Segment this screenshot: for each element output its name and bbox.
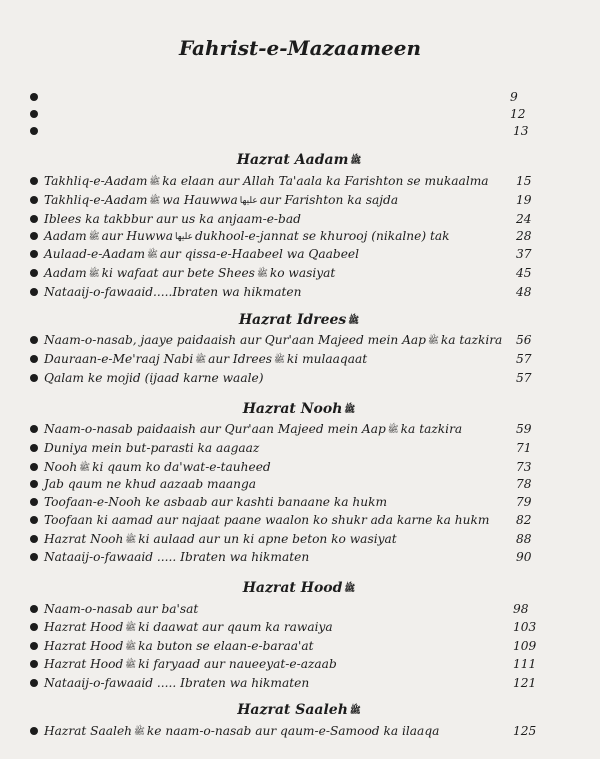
bullet-icon	[30, 463, 38, 471]
page-number: 56	[516, 333, 532, 347]
page-number: 45	[516, 266, 532, 280]
entry-text: ki aulaad aur un ki apne beton ko wasiyat	[138, 532, 397, 546]
page-number: 98	[513, 602, 529, 616]
entry-text: ko wasiyat	[269, 266, 336, 280]
bullet-icon	[30, 623, 38, 631]
entry-title	[44, 369, 263, 387]
bullet-icon	[30, 196, 38, 204]
entry-text: dukhool-e-jannat se khurooj (nikalne) tak	[194, 229, 450, 243]
section-heading	[0, 700, 600, 720]
toc-entry[interactable]	[30, 458, 565, 476]
entry-text: Hazrat Hood	[44, 639, 124, 653]
page-number: 15	[516, 174, 532, 188]
section-heading-text: Hazrat Idrees	[238, 312, 347, 328]
toc-entry[interactable]	[30, 637, 565, 655]
entry-title	[44, 172, 489, 191]
honorific-mark: ﷺ	[79, 463, 91, 473]
section-heading-text: Hazrat Hood	[242, 580, 343, 596]
entry-title	[44, 283, 301, 301]
toc-entry[interactable]	[30, 283, 565, 301]
section-heading-text: Hazrat Aadam	[236, 152, 349, 168]
entry-text: aur Idrees	[208, 352, 273, 366]
toc-entry[interactable]	[30, 618, 565, 636]
bullet-icon	[30, 553, 38, 561]
honorific-mark: ﷺ	[134, 727, 145, 737]
entry-text: Hazrat Saaleh	[44, 724, 133, 738]
toc-entry[interactable]	[30, 245, 565, 263]
toc-entry[interactable]	[30, 122, 565, 140]
entry-text: aur qissa-e-Haabeel wa Qaabeel	[159, 247, 360, 261]
bullet-icon	[30, 642, 38, 650]
entry-text: Aadam	[44, 266, 87, 280]
page-number: 57	[516, 371, 532, 385]
entry-text: ki wafaat aur bete Shees	[101, 266, 255, 280]
bullet-icon	[30, 727, 38, 735]
bullet-icon	[30, 374, 38, 382]
page-number: 59	[516, 422, 532, 436]
entry-text: Aulaad-e-Aadam	[44, 247, 146, 261]
bullet-icon	[30, 250, 38, 258]
entry-title	[44, 475, 256, 493]
entry-text: ka elaan aur Allah Ta'aala ka Farishton se mukaalma	[162, 174, 489, 188]
entry-title	[44, 350, 367, 369]
bullet-icon	[30, 444, 38, 452]
entry-text: Hazrat Hood	[44, 657, 124, 671]
honorific-mark: ﷺ	[125, 660, 137, 670]
toc-entry[interactable]	[30, 191, 565, 209]
entry-text: Toofaan ki aamad aur najaat paane waalon ko shukr ada karne ka hukm	[44, 513, 490, 527]
section-heading	[0, 310, 600, 330]
entry-title	[44, 493, 387, 511]
page-number: 73	[516, 460, 532, 474]
honorific-mark: ﷺ	[125, 623, 137, 633]
page-title: Fahrist-e-Mazaameen	[178, 36, 422, 60]
honorific-mark: ﷺ	[350, 156, 362, 166]
entry-text: ki daawat aur qaum ka rawaiya	[138, 620, 333, 634]
honorific-mark: ﷺ	[344, 405, 356, 415]
page-number: 57	[516, 352, 532, 366]
entry-text: aur Huwwa	[101, 229, 174, 243]
bullet-icon	[30, 110, 38, 118]
bullet-icon	[30, 425, 38, 433]
toc-entry[interactable]	[30, 548, 565, 566]
toc-entry[interactable]	[30, 227, 565, 245]
entry-title	[44, 637, 314, 656]
section-heading	[0, 578, 600, 598]
toc-entry[interactable]	[30, 172, 565, 190]
page-number: 121	[513, 676, 537, 690]
toc-entry[interactable]	[30, 420, 565, 438]
toc-entry[interactable]	[30, 493, 565, 511]
honorific-mark: ﷺ	[274, 355, 285, 365]
entry-title	[44, 618, 333, 637]
entry-text: Toofaan-e-Nooh ke asbaab aur kashti banaane ka hukm	[44, 495, 388, 509]
toc-entry[interactable]	[30, 475, 565, 493]
entry-text: ki mulaaqaat	[286, 352, 368, 366]
page-number: 90	[516, 550, 532, 564]
toc-entry[interactable]	[30, 369, 565, 387]
bullet-icon	[30, 355, 38, 363]
entry-text: Iblees ka takbbur aur us ka anjaam-e-bad	[44, 212, 301, 226]
page-number: 103	[513, 620, 537, 634]
honorific-mark: عليها	[239, 196, 258, 206]
entry-title	[44, 655, 337, 674]
toc-entry[interactable]	[30, 530, 565, 548]
entry-title	[44, 439, 259, 457]
toc-entry[interactable]	[30, 511, 565, 529]
entry-text: ke naam-o-nasab aur qaum-e-Samood ka ilaaqa	[146, 724, 440, 738]
page-number: 125	[513, 724, 537, 738]
toc-entry[interactable]	[30, 655, 565, 673]
page-number: 48	[516, 285, 532, 299]
honorific-mark: ﷺ	[344, 584, 356, 594]
entry-text: ki faryaad aur naueeyat-e-azaab	[138, 657, 337, 671]
entry-title	[44, 227, 450, 246]
toc-entry[interactable]	[30, 600, 565, 618]
entry-title	[44, 548, 309, 566]
entry-text: Nataaij-o-fawaaid ..... Ibraten wa hikmaten	[44, 550, 310, 564]
honorific-mark: ﷺ	[125, 642, 137, 652]
honorific-mark: ﷺ	[88, 269, 100, 279]
entry-text: Qalam ke mojid (ijaad karne waale)	[44, 371, 264, 385]
entry-text: Nataaij-o-fawaaid.....Ibraten wa hikmaten	[44, 285, 302, 299]
toc-entry[interactable]	[30, 722, 565, 740]
bullet-icon	[30, 498, 38, 506]
entry-text: Jab qaum ne khud aazaab maanga	[44, 477, 257, 491]
honorific-mark: ﷺ	[349, 706, 361, 716]
bullet-icon	[30, 605, 38, 613]
toc-entry[interactable]	[30, 350, 565, 368]
entry-text: ka buton se elaan-e-baraa'at	[138, 639, 314, 653]
page-number: 9	[510, 90, 518, 104]
entry-text: Takhliq-e-Aadam	[44, 174, 148, 188]
entry-title	[44, 420, 462, 439]
page-number: 28	[516, 229, 532, 243]
honorific-mark: ﷺ	[256, 269, 268, 279]
page-number: 37	[516, 247, 532, 261]
bullet-icon	[30, 336, 38, 344]
entry-text: Dauraan-e-Me'raaj Nabi	[44, 352, 194, 366]
section-heading	[0, 399, 600, 419]
page-number: 109	[513, 639, 537, 653]
honorific-mark: ﷺ	[125, 535, 137, 545]
entry-text: Naam-o-nasab aur ba'sat	[44, 602, 199, 616]
entry-title	[44, 264, 335, 283]
bullet-icon	[30, 269, 38, 277]
honorific-mark: ﷺ	[88, 232, 100, 242]
entry-text: Nooh	[44, 460, 78, 474]
bullet-icon	[30, 679, 38, 687]
entry-title	[44, 191, 398, 210]
page-number: 24	[516, 212, 532, 226]
bullet-icon	[30, 177, 38, 185]
page-number: 19	[516, 193, 532, 207]
honorific-mark: ﷺ	[348, 316, 360, 326]
entry-title	[44, 600, 198, 618]
entry-title	[44, 210, 301, 228]
entry-text: Aadam	[44, 229, 87, 243]
bullet-icon	[30, 215, 38, 223]
page-number: 88	[516, 532, 532, 546]
entry-text: Naam-o-nasab paidaaish aur Qur'aan Majeed mein Aap	[44, 422, 386, 436]
bullet-icon	[30, 535, 38, 543]
section-heading-text: Hazrat Saaleh	[237, 702, 348, 718]
entry-text: Hazrat Nooh	[44, 532, 124, 546]
entry-title	[44, 674, 309, 692]
honorific-mark: ﷺ	[387, 425, 399, 435]
section-heading-text: Hazrat Nooh	[242, 401, 343, 417]
honorific-mark: ﷺ	[149, 196, 161, 206]
section-heading	[0, 150, 600, 170]
bullet-icon	[30, 516, 38, 524]
bullet-icon	[30, 660, 38, 668]
bullet-icon	[30, 232, 38, 240]
bullet-icon	[30, 127, 38, 135]
honorific-mark: عليها	[175, 232, 193, 242]
page-number: 12	[510, 107, 526, 121]
toc-entry[interactable]	[30, 674, 565, 692]
entry-title	[44, 331, 502, 350]
honorific-mark: ﷺ	[147, 250, 158, 260]
honorific-mark: ﷺ	[149, 177, 161, 187]
toc-entry[interactable]	[30, 210, 565, 228]
toc-entry[interactable]	[30, 331, 565, 349]
entry-text: ka tazkira	[400, 422, 463, 436]
entry-text: Hazrat Hood	[44, 620, 124, 634]
entry-text: ka tazkira	[440, 333, 503, 347]
page-number: 71	[516, 441, 532, 455]
honorific-mark: ﷺ	[427, 336, 439, 346]
toc-entry[interactable]	[30, 88, 565, 106]
bullet-icon	[30, 288, 38, 296]
page-number: 111	[513, 657, 537, 671]
entry-text: wa Hauwwa	[162, 193, 238, 207]
entry-text: ki qaum ko da'wat-e-tauheed	[92, 460, 271, 474]
entry-text: Duniya mein but-parasti ka aagaaz	[44, 441, 260, 455]
entry-text: Takhliq-e-Aadam	[44, 193, 148, 207]
bullet-icon	[30, 93, 38, 101]
page-number: 78	[516, 477, 532, 491]
entry-text: Nataaij-o-fawaaid ..... Ibraten wa hikmaten	[44, 676, 310, 690]
entry-text: aur Farishton ka sajda	[259, 193, 399, 207]
page-number: 82	[516, 513, 532, 527]
toc-entry[interactable]	[30, 264, 565, 282]
toc-entry[interactable]	[30, 105, 565, 123]
honorific-mark: ﷺ	[195, 355, 207, 365]
toc-entry[interactable]	[30, 439, 565, 457]
page-number: 79	[516, 495, 532, 509]
entry-title	[44, 511, 489, 529]
entry-title	[44, 245, 359, 264]
entry-text: Naam-o-nasab, jaaye paidaaish aur Qur'aan Majeed mein Aap	[44, 333, 426, 347]
bullet-icon	[30, 480, 38, 488]
entry-title	[44, 722, 439, 741]
page-number: 13	[513, 124, 529, 138]
entry-title	[44, 530, 397, 549]
